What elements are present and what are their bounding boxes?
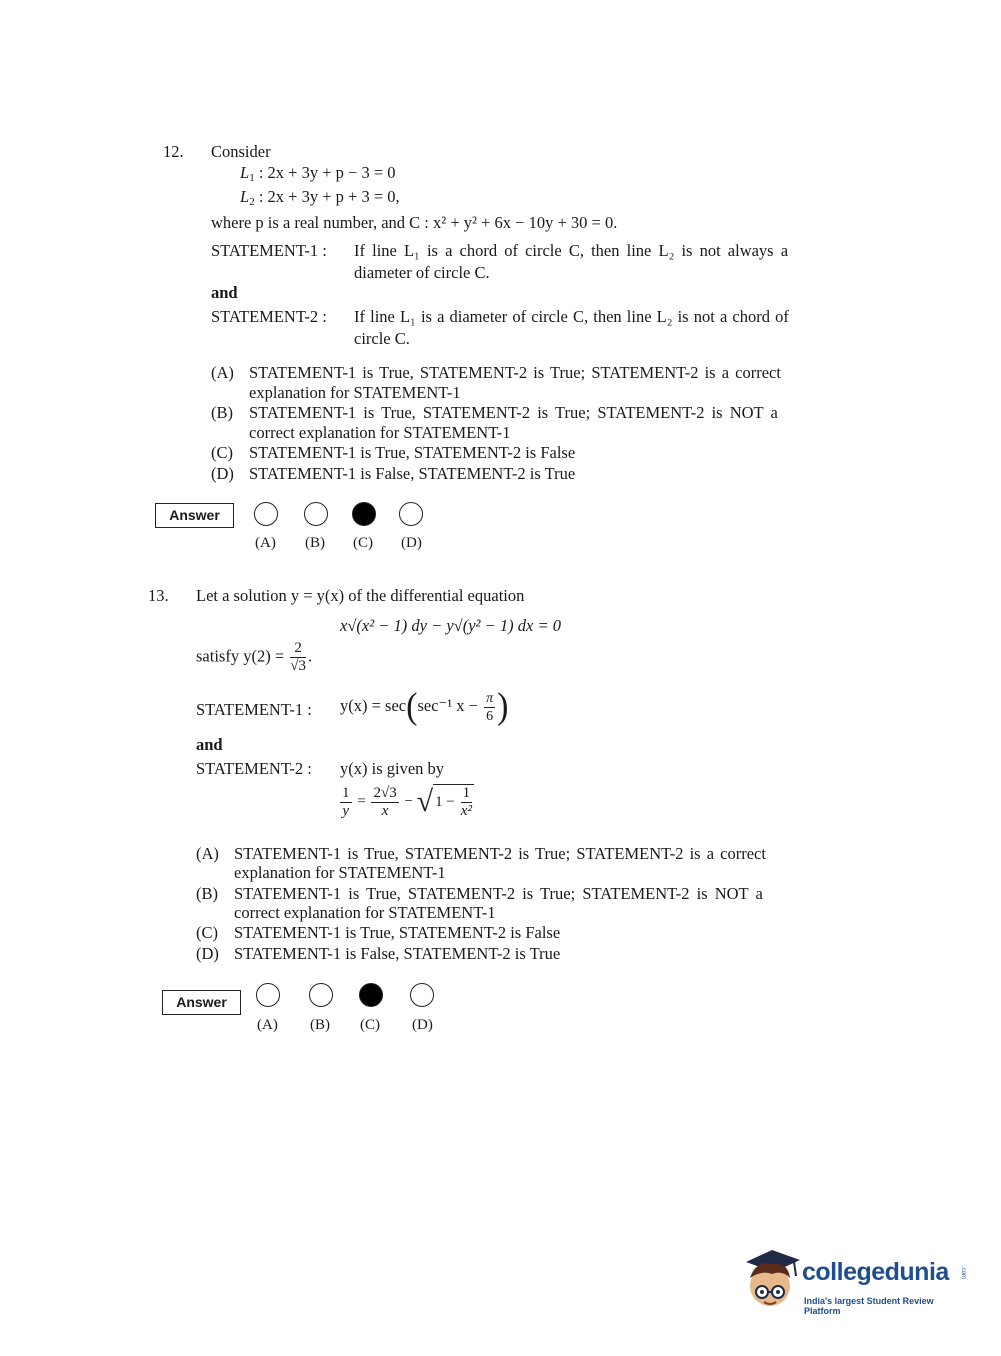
q12-line-l1: $L_1$ : 2x + 3y + p − 3 = 0	[240, 163, 396, 184]
option-text: STATEMENT-1 is True, STATEMENT-2 is False	[234, 923, 561, 942]
logo-com: .com	[960, 1266, 966, 1280]
frac-num: π	[486, 690, 494, 706]
q12-bubble-a[interactable]	[254, 502, 278, 526]
q12-line-l2: $L_2$ : 2x + 3y + p + 3 = 0,	[240, 187, 400, 208]
root-a: 1 −	[435, 793, 455, 810]
logo-brand: collegedunia	[802, 1258, 949, 1286]
option-tag: (B)	[196, 884, 218, 903]
option-tag: (B)	[211, 403, 233, 422]
q12-l1-eq: : 2x + 3y + p − 3 = 0	[258, 163, 396, 182]
option-text-cont: correct explanation for STATEMENT-1	[249, 423, 511, 442]
option-tag: (A)	[211, 363, 234, 382]
option-text: STATEMENT-1 is True, STATEMENT-2 is True; STATEMENT-2 is NOT a	[249, 403, 778, 422]
formula-root	[433, 784, 474, 820]
option-tag: (C)	[211, 443, 233, 462]
q12-where: where p is a real number, and C : x² + y² + 6x − 10y + 30 = 0.	[211, 213, 618, 232]
q12-intro: Consider	[211, 142, 271, 161]
logo-tagline: India's largest Student Review Platform	[804, 1296, 934, 1316]
q13-choice-c: (C)	[360, 1017, 380, 1033]
q13-choice-b: (B)	[310, 1017, 330, 1033]
q13-bubble-b[interactable]	[309, 983, 333, 1007]
satisfy-text: satisfy y(2) =	[196, 646, 285, 666]
q13-choice-d: (D)	[412, 1017, 433, 1033]
q12-bubble-d[interactable]	[399, 502, 423, 526]
option-text: STATEMENT-1 is False, STATEMENT-2 is True	[249, 464, 576, 483]
q12-bubble-c[interactable]	[352, 502, 376, 526]
frac-den: 6	[486, 708, 494, 724]
formula-eq: =	[357, 793, 366, 810]
option-text: STATEMENT-1 is True, STATEMENT-2 is False	[249, 443, 576, 462]
q12-s1-label: STATEMENT-1 :	[211, 241, 327, 260]
option-text: STATEMENT-1 is True, STATEMENT-2 is True; STATEMENT-2 is a correct	[249, 363, 781, 382]
option-tag: (C)	[196, 923, 218, 942]
q13-s1-expr: y(x) = sec(sec⁻¹ x − $\frac{\pi}{6}$ )	[340, 686, 509, 727]
formula-frac-3	[461, 785, 473, 820]
q12-choice-c: (C)	[353, 535, 373, 551]
q13-answer-label: Answer	[162, 990, 241, 1015]
q12-l2-eq: : 2x + 3y + p + 3 = 0,	[258, 187, 400, 206]
s1-fraction	[484, 690, 495, 725]
option-text: STATEMENT-1 is True, STATEMENT-2 is True; STATEMENT-2 is a correct	[234, 844, 766, 863]
option-text-cont: explanation for STATEMENT-1	[234, 863, 446, 882]
q12-number: 12.	[163, 142, 184, 161]
option-tag: (D)	[196, 944, 219, 963]
option-text: STATEMENT-1 is True, STATEMENT-2 is True; STATEMENT-2 is NOT a	[234, 884, 763, 903]
collegedunia-logo	[742, 1248, 972, 1318]
frac-den: x²	[460, 803, 472, 819]
q12-answer-label: Answer	[155, 503, 234, 528]
q12-choice-d: (D)	[401, 535, 422, 551]
s1-expr-b: sec⁻¹ x −	[417, 695, 478, 715]
q13-bubble-d[interactable]	[410, 983, 434, 1007]
q12-s1-line2: diameter of circle C.	[354, 263, 490, 282]
q12-s2-label: STATEMENT-2 :	[211, 307, 327, 326]
q12-bubble-b[interactable]	[304, 502, 328, 526]
option-text: STATEMENT-1 is False, STATEMENT-2 is True	[234, 944, 561, 963]
q13-equation: x√(x² − 1) dy − y√(y² − 1) dx = 0	[340, 616, 561, 635]
formula-minus: −	[404, 793, 413, 810]
option-tag: (D)	[211, 464, 234, 483]
q13-and: and	[196, 735, 223, 754]
formula-frac-2	[371, 785, 398, 820]
q13-s2-text: y(x) is given by	[340, 759, 445, 778]
q12-s2-line1: If line L₁ is a diameter of circle C, then line L₂ is not a chord of	[354, 307, 789, 326]
frac-num: 1	[462, 785, 471, 801]
s1-expr-a: y(x) = sec	[340, 695, 407, 715]
q12-s1-line1: If line L₁ is a chord of circle C, then line L₂ is not always a	[354, 241, 789, 260]
frac-den: √3	[290, 658, 306, 674]
q13-intro: Let a solution y = y(x) of the differential equation	[196, 586, 525, 605]
q13-bubble-a[interactable]	[256, 983, 280, 1007]
option-tag: (A)	[196, 844, 219, 863]
q13-s2-label: STATEMENT-2 :	[196, 759, 312, 778]
q12-s2-line2: circle C.	[354, 329, 410, 348]
q13-s1-label: STATEMENT-1 :	[196, 700, 312, 719]
frac-den: y	[342, 802, 350, 819]
frac-num: 1	[342, 784, 350, 801]
q13-satisfy: satisfy y(2) = $\frac{2}{√3}$ .	[196, 640, 313, 674]
q13-number: 13.	[148, 586, 169, 605]
option-text-cont: correct explanation for STATEMENT-1	[234, 903, 496, 922]
q13-s2-formula: $\frac{1}{y}$ = $\frac{2√3}{x}$ − √ 1 − $\frac{1}{\text{x²}}$	[338, 784, 474, 820]
formula-frac-1	[340, 785, 352, 820]
q12-choice-a: (A)	[255, 535, 276, 551]
q12-and: and	[211, 283, 238, 302]
frac-den: x	[381, 802, 389, 819]
satisfy-fraction	[290, 640, 306, 675]
mascot-icon	[742, 1248, 802, 1314]
option-text-cont: explanation for STATEMENT-1	[249, 383, 461, 402]
q13-choice-a: (A)	[257, 1017, 278, 1033]
frac-num: 2	[290, 640, 306, 658]
q13-bubble-c[interactable]	[359, 983, 383, 1007]
q12-choice-b: (B)	[305, 535, 325, 551]
frac-num: 2√3	[373, 784, 397, 801]
